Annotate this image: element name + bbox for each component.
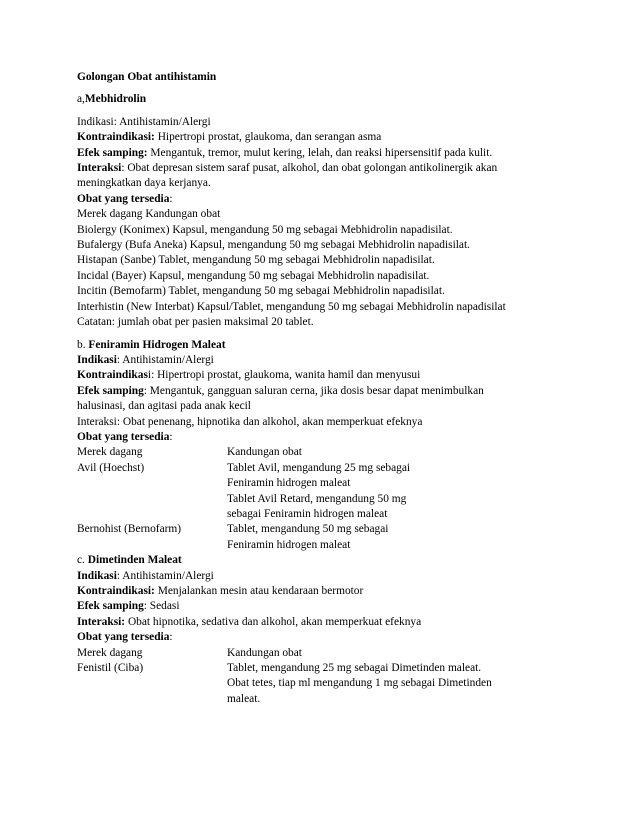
obat-tersedia-line <box>77 430 577 445</box>
section-name: Feniramin Hidrogen Maleat <box>88 338 226 351</box>
indikasi-line <box>77 353 577 368</box>
merek-cell <box>77 492 227 507</box>
product-line: Histapan (Sanbe) Tablet, mengandung 50 mg sebagai Mebhidrolin napadisilat. <box>77 254 435 267</box>
efek-samping-text: Mengantuk, tremor, mulut kering, lelah, dan reaksi hipersensitif pada kulit. <box>147 146 493 159</box>
efek-samping-line-2: halusinasi, dan agitasi pada anak kecil <box>77 400 251 413</box>
obat-tersedia-line <box>77 192 577 207</box>
obat-tersedia-colon: : <box>169 631 173 644</box>
kontraindikasi-line <box>77 130 577 145</box>
kandungan-cell: Obat tetes, tiap ml mengandung 1 mg sebagai Dimetinden <box>227 677 492 690</box>
interaksi-line <box>77 161 577 176</box>
interaksi-line: Interaksi: Obat penenang, hipnotika dan alkohol, akan memperkuat efeknya <box>77 415 423 428</box>
obat-tersedia-label: Obat yang tersedia <box>77 430 170 443</box>
table-row <box>77 492 577 507</box>
efek-samping-text: : Mengantuk, gangguan saluran cerna, jika dosis besar dapat menimbulkan <box>143 384 484 397</box>
kandungan-cell: sebagai Feniramin hidrogen maleat <box>227 507 388 520</box>
table-row <box>77 676 577 691</box>
obat-tersedia-colon: : <box>169 192 173 205</box>
kontraindikasi-line <box>77 584 577 599</box>
merek-cell: Avil (Hoechst) <box>77 461 145 474</box>
table-row <box>77 538 577 553</box>
merek-cell <box>77 507 227 522</box>
merek-cell: Merek dagang <box>77 646 143 659</box>
indikasi-label: Indikasi <box>77 353 117 366</box>
kandungan-cell: Feniramin hidrogen maleat <box>227 538 351 551</box>
kandungan-cell: Kandungan obat <box>227 646 302 659</box>
efek-samping-label: Efek samping <box>77 600 144 613</box>
section-prefix: a, <box>77 93 85 106</box>
indikasi-line <box>77 569 577 584</box>
interaksi-label: Interaksi <box>77 162 122 175</box>
catatan-line: Catatan: jumlah obat per pasien maksimal 20 tablet. <box>77 316 314 329</box>
indikasi-text: : Antihistamin/Alergi <box>116 353 214 366</box>
kandungan-cell: Kandungan obat <box>227 446 302 459</box>
kandungan-cell: Tablet, mengandung 50 mg sebagai <box>227 523 389 536</box>
merek-cell: Merek dagang <box>77 446 143 459</box>
table-row <box>77 476 577 491</box>
product-line: Biolergy (Konimex) Kapsul, mengandung 50 mg sebagai Mebhidrolin napadisilat. <box>77 223 453 236</box>
table-row <box>77 522 577 537</box>
product-line: Bufalergy (Bufa Aneka) Kapsul, mengandung 50 mg sebagai Mebhidrolin napadisilat. <box>77 239 470 252</box>
merek-cell <box>77 476 227 491</box>
merek-cell: Fenistil (Ciba) <box>77 662 144 675</box>
indikasi-text: : Antihistamin/Alergi <box>116 569 214 582</box>
product-line: Incitin (Bemofarm) Tablet, mengandung 50 mg sebagai Mebhidrolin napadisilat. <box>77 285 445 298</box>
kandungan-cell: Feniramin hidrogen maleat <box>227 477 351 490</box>
obat-tersedia-label: Obat yang tersedia <box>77 192 170 205</box>
efek-samping-label: Efek samping <box>77 384 144 397</box>
table-row <box>77 692 577 707</box>
kandungan-cell: maleat. <box>227 692 261 705</box>
merek-cell: Bernohist (Bernofarm) <box>77 523 182 536</box>
section-name: Mebhidrolin <box>84 93 147 106</box>
document-page <box>77 70 577 707</box>
interaksi-text: : Obat depresan sistem saraf pusat, alkohol, dan obat golongan antikolinergik akan <box>121 162 498 175</box>
merek-header-line: Merek dagang Kandungan obat <box>77 208 221 221</box>
kontraindikasi-text: Hipertropi prostat, glaukoma, dan serangan asma <box>154 131 382 144</box>
kandungan-cell: Tablet Avil Retard, mengandung 50 mg <box>227 492 407 505</box>
kontraindikasi-text: Menjalankan mesin atau kendaraan bermotor <box>154 585 364 597</box>
efek-samping-line <box>77 384 577 399</box>
section-title-feniramin <box>77 338 577 353</box>
obat-tersedia-label: Obat yang tersedia <box>77 631 170 644</box>
kandungan-cell: Tablet, mengandung 25 mg sebagai Dimetinden maleat. <box>227 662 482 675</box>
table-row <box>77 661 577 676</box>
efek-samping-line <box>77 599 577 614</box>
table-row <box>77 646 577 661</box>
efek-samping-text: : Sedasi <box>143 600 180 613</box>
kandungan-cell: Tablet Avil, mengandung 25 mg sebagai <box>227 461 411 474</box>
interaksi-label: Interaksi: <box>77 615 126 628</box>
kontraindikasi-line <box>77 368 577 383</box>
indikasi-label: Indikasi <box>77 569 117 582</box>
document-heading: Golongan Obat antihistamin <box>77 71 217 83</box>
section-prefix: c. <box>77 554 88 567</box>
product-line: Interhistin (New Interbat) Kapsul/Tablet, mengandung 50 mg sebagai Mebhidrolin napadisilat <box>77 300 506 313</box>
kontraindikasi-label: Kontraindikasi: <box>77 585 155 597</box>
interaksi-text: Obat hipnotika, sedativa dan alkohol, akan memperkuat efeknya <box>125 615 422 628</box>
indikasi-line: Indikasi: Antihistamin/Alergi <box>77 115 211 128</box>
table-row <box>77 445 577 460</box>
merek-cell <box>77 538 227 553</box>
product-line: Incidal (Bayer) Kapsul, mengandung 50 mg sebagai Mebhidrolin napadisilat. <box>77 269 430 282</box>
efek-samping-label: Efek samping: <box>77 146 148 159</box>
section-name: Dimetinden Maleat <box>87 554 182 567</box>
table-row <box>77 461 577 476</box>
merek-cell <box>77 692 227 707</box>
efek-samping-line <box>77 146 577 161</box>
merek-cell <box>77 676 227 691</box>
kontraindikasi-label: Kontraindikas <box>77 369 148 382</box>
kontraindikasi-text: i: Hipertropi prostat, glaukoma, wanita hamil dan menyusui <box>147 369 421 382</box>
section-prefix: b. <box>77 338 89 351</box>
table-row <box>77 507 577 522</box>
obat-tersedia-colon: : <box>169 430 173 443</box>
section-title-mebhidrolin <box>77 92 577 107</box>
obat-tersedia-line <box>77 630 577 645</box>
interaksi-line <box>77 615 577 630</box>
kontraindikasi-label: Kontraindikasi: <box>77 131 155 144</box>
interaksi-line-2: meningkatkan daya kerjanya. <box>77 177 211 190</box>
section-title-dimetinden <box>77 553 577 568</box>
